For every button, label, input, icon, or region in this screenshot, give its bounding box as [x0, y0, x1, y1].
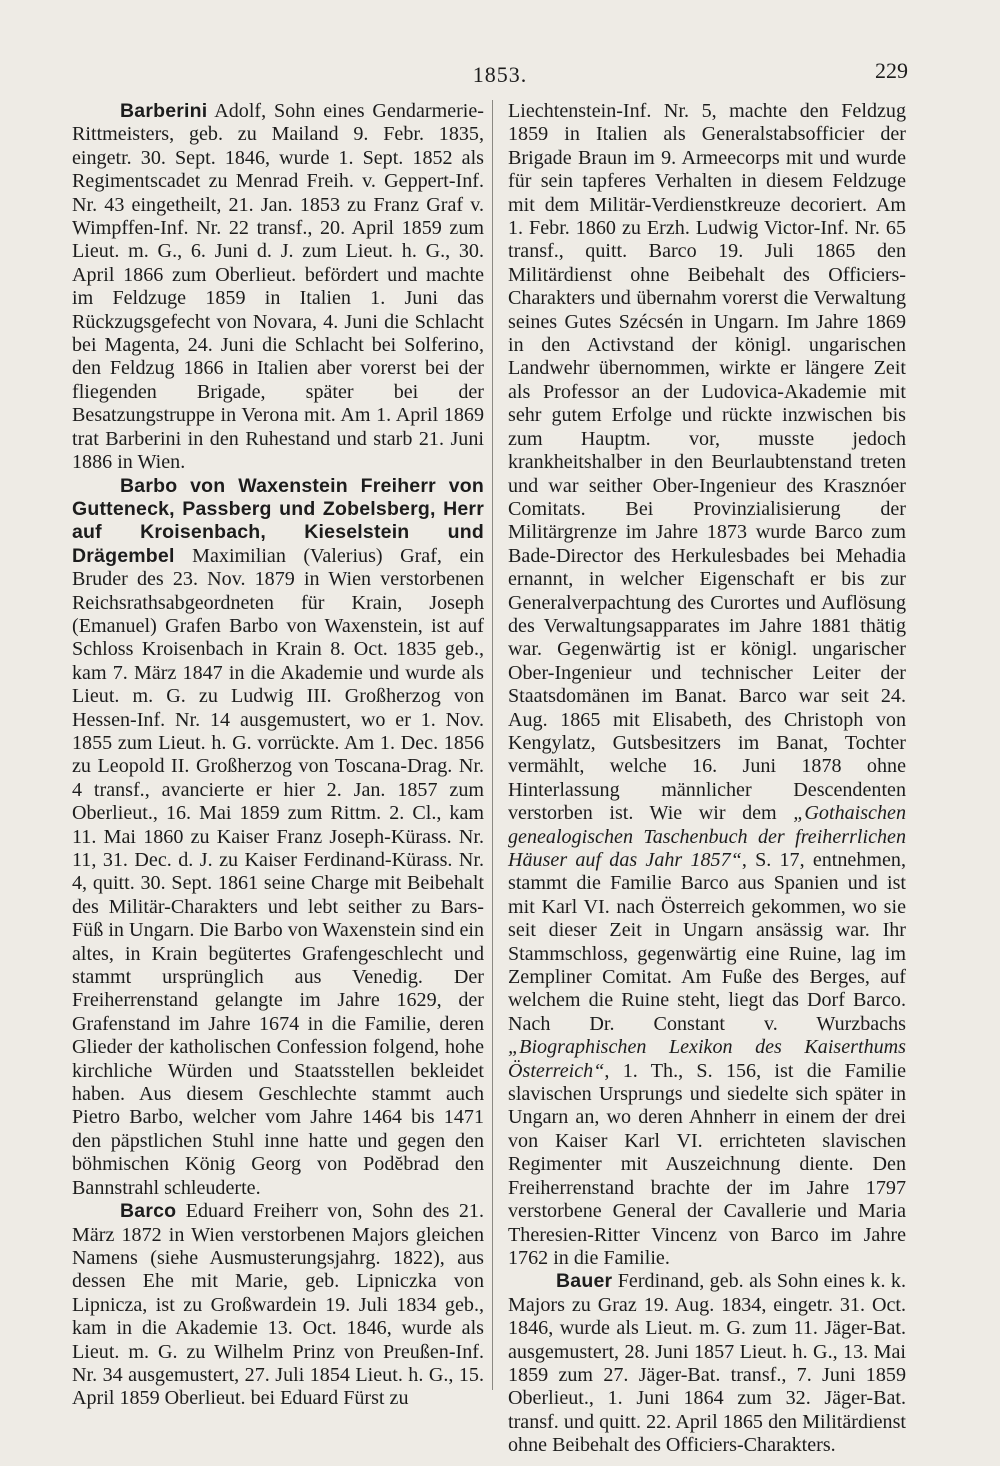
entry-barco [72, 1200, 484, 1411]
entry-text-barco-cont-3: , 1. Th., S. 156, ist die Familie slavischen Ursprungs und siedelte sich später in Ungarn an, wo deren Ahnherr in einem der drei von Kaiser Karl VI. errichteten slavischen Regimenter mit Auszeichnung diente. Den Freiherrenstand brachte der im Jahre 1797 verstorbene General der Cavallerie und Maria Theresien-Ritter Vincenz von Barco im Jahre 1762 in die Familie. [508, 1059, 906, 1269]
entry-text-barco-cont-1: Liechtenstein-Inf. Nr. 5, machte den Feldzug 1859 in Italien als Generalstabsofficier der Brigade Braun im 9. Armeecorps mit und wurde für sein tapferes Verhalten in diesem Feldzuge mit dem Militär-Verdienstkreuze decoriert. Am 1. Febr. 1860 zu Erzh. Ludwig Victor-Inf. Nr. 65 transf., quitt. Barco 19. Juli 1865 den Militärdienst ohne Beibehalt des Officiers-Charakters und übernahm vorerst die Verwaltung seines Gutes Szécsén in Ungarn. Im Jahre 1869 in den Activstand der königl. ungarischen Landwehr übernommen, wirkte er längere Zeit als Professor an der Ludovica-Akademie mit sehr gutem Erfolge und rückte inzwischen bis zum Hauptm. vor, musste jedoch krankheitshalber in den Beurlaubtenstand treten und war seither Ober-Ingenieur des Krasznóer Comitats. Bei Provinzialisierung der Militärgrenze im Jahre 1873 wurde Barco zum Bade-Director des Herkulesbades bei Mehadia ernannt, in welcher Eigenschaft er bis zur Generalverpachtung des Curortes und Auflösung des Verwaltungsapparates im Jahre 1881 thätig war. Gegenwärtig ist er königl. ungarischer Ober-Ingenieur und technischer Leiter der Staatsdomänen im Banat. Barco war seit 24. Aug. 1865 mit Elisabeth, des Christoph von Kengylatz, Gutsbesitzers im Banat, Tochter vermählt, welche 16. Juni 1878 ohne Hinterlassung männlicher Descendenten verstorben ist. Wie wir dem [508, 100, 906, 825]
entry-text-barco: Eduard Freiherr von, Sohn des 21. März 1872 in Wien verstorbenen Majors gleichen Namens (siehe Ausmusterungsjahrg. 1822), aus dessen Ehe mit Marie, geb. Lipniczka von Lipnicza, ist zu Großwardein 19. Juli 1834 geb., kam in die Akademie 13. Oct. 1846, wurde als Lieut. m. G. zu Wilhelm Prinz von Preußen-Inf. Nr. 34 ausgemustert, 27. Juli 1854 Lieut. h. G., 15. April 1859 Oberlieut. bei Eduard Fürst zu [72, 1200, 484, 1410]
entry-barberini [72, 100, 484, 475]
headword-bauer: Bauer [556, 1270, 613, 1293]
right-column [508, 100, 906, 1458]
citation-wurzbach: „Biographischen Lexikon des Kaiserthums Österreich“ [508, 1036, 906, 1082]
page-number: 229 [875, 58, 908, 83]
entry-bauer [508, 1270, 906, 1457]
column-divider [492, 100, 493, 1390]
headword-barbo: Barbo von Waxenstein Freiherr von Gutteneck, Passberg und Zobelsberg, Herr auf Kroisenbach, Kieselstein und Drägembel [72, 474, 484, 567]
entry-text-barbo: Maximilian (Valerius) Graf, ein Bruder des 23. Nov. 1879 in Wien verstorbenen Reichsrathsabgeordneten für Krain, Joseph (Emanuel) Grafen Barbo von Waxenstein, ist auf Schloss Kroisenbach in Krain 8. Oct. 1835 geb., kam 7. März 1847 in die Akademie und wurde als Lieut. m. G. zu Ludwig III. Großherzog von Hessen-Inf. Nr. 14 ausgemustert, wo er 1. Nov. 1855 zum Lieut. h. G. vorrückte. Am 1. Dec. 1856 zu Leopold II. Großherzog von Toscana-Drag. Nr. 4 transf., avancierte er hier 2. Jan. 1857 zum Oberlieut., 16. Mai 1859 zum Rittm. 2. Cl., kam 11. Mai 1860 zu Kaiser Franz Joseph-Kürass. Nr. 11, 31. Dec. d. J. zu Kaiser Ferdinand-Kürass. Nr. 4, quitt. 30. Sept. 1861 seine Charge mit Beibehalt des Militär-Charakters und lebt seither zu Bars-Füß in Ungarn. Die Barbo von Waxenstein sind ein altes, in Krain begütertes Grafengeschlecht und stammt ursprünglich aus Venedig. Der Freiherrenstand gelangte im Jahre 1629, der Grafenstand im Jahre 1674 in die Familie, deren Glieder der katholischen Confession folgend, hohe kirchliche Würden und Staatsstellen bekleidet haben. Aus diesem Geschlechte stammt auch Pietro Barbo, welcher vom Jahre 1464 bis 1471 den päpstlichen Stuhl inne hatte und gegen den böhmischen König Georg von Podĕbrad den Bannstrahl schleuderte. [72, 544, 484, 1199]
left-column [72, 100, 484, 1411]
entry-barbo [72, 475, 484, 1201]
headword-barco: Barco [120, 1200, 177, 1223]
page-header-year: 1853. [472, 62, 528, 87]
headword-barberini: Barberini [120, 100, 208, 122]
entry-text-barberini: Adolf, Sohn eines Gendarmerie-Rittmeisters, geb. zu Mailand 9. Febr. 1835, eingetr. 30. Sept. 1846, wurde 1. Sept. 1852 als Regimentscadet zu Menrad Freih. v. Geppert-Inf. Nr. 43 eingetheilt, 21. Jan. 1853 zu Franz Graf v. Wimpffen-Inf. Nr. 22 transf., 20. April 1859 zum Lieut. m. G., 6. Juni d. J. zum Lieut. h. G., 30. April 1866 zum Oberlieut. befördert und machte im Feldzuge 1859 in Italien 1. Juni das Rückzugsgefecht von Novara, 4. Juni die Schlacht bei Magenta, 24. Juni die Schlacht bei Solferino, den Feldzug 1866 in Italien aber vorerst bei der fliegenden Brigade, später bei der Besatzungstruppe in Verona mit. Am 1. April 1869 trat Barberini in den Ruhestand und starb 21. Juni 1886 in Wien. [72, 100, 484, 474]
entry-barco-continued [508, 100, 906, 1270]
entry-text-bauer: Ferdinand, geb. als Sohn eines k. k. Majors zu Graz 19. Aug. 1834, eingetr. 31. Oct. 1846, wurde als Lieut. m. G. zum 11. Jäger-Bat. ausgemustert, 28. Juni 1857 Lieut. h. G., 13. Mai 1859 zum 27. Jäger-Bat. transf., 7. Juni 1859 Oberlieut., 1. Juni 1864 zum 32. Jäger-Bat. transf. und quitt. 22. April 1865 den Militärdienst ohne Beibehalt des Officiers-Charakters. [508, 1270, 906, 1457]
citation-gotha: „Gothaischen genealogischen Taschenbuch der freiherrlichen Häuser auf das Jahr 1857“ [508, 802, 906, 871]
entry-text-barco-cont-2: , S. 17, entnehmen, stammt die Familie Barco aus Spanien und ist mit Karl VI. nach Österreich gekommen, wo sie seit dieser Zeit in Ungarn ansässig war. Ihr Stammschloss, gegenwärtig eine Ruine, lag im Zempliner Comitat. Am Fuße des Berges, auf welchem die Ruine steht, liegt das Dorf Barco. Nach Dr. Constant v. Wurzbachs [508, 849, 906, 1035]
